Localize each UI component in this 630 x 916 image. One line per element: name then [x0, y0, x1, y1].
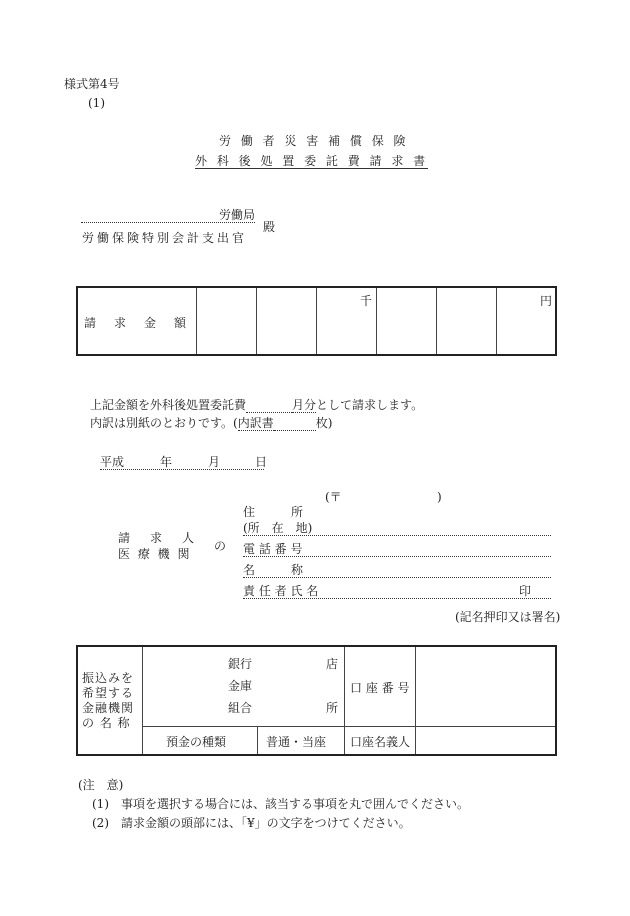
address-label: 住 所 [243, 505, 304, 519]
month-field[interactable] [246, 398, 292, 413]
postal-close: ) [437, 490, 442, 504]
responsible-person-field[interactable]: 責 任 者 氏 名 印 [243, 584, 551, 599]
medical-institution-label: 医 療 機 関 [118, 547, 192, 561]
branch-option[interactable]: 店 [326, 657, 339, 671]
statement-line1: 上記金額を外科後処置委託費 月分として請求します。 [90, 398, 424, 412]
credit-option[interactable]: 金庫 [228, 679, 253, 693]
office-option[interactable]: 所 [326, 701, 339, 715]
name-field[interactable]: 名 称 [243, 563, 551, 578]
deposit-type-label: 預金の種類 [166, 735, 227, 749]
union-option[interactable]: 組合 [228, 701, 253, 715]
deposit-type-options[interactable]: 普通・当座 [266, 735, 327, 749]
postal-label: (〒 [325, 490, 342, 504]
particle: の [214, 539, 227, 553]
bank-label: 振込みを 希望する 金融機関 の 名 称 [82, 671, 135, 730]
statement-line2: 内訳は別紙のとおりです。(内訳書 枚) [90, 416, 333, 430]
unit-yen: 円 [540, 294, 553, 308]
sheet-count-field[interactable] [274, 416, 316, 431]
amount-label: 請 求 金 額 [84, 316, 190, 330]
bureau-label: 労働局 [218, 208, 255, 222]
bank-option[interactable]: 銀行 [228, 657, 253, 671]
notes-heading: (注 意) [78, 778, 124, 792]
honorific: 殿 [263, 220, 276, 234]
bureau-field[interactable] [81, 208, 255, 223]
seal-mark: 印 [519, 584, 532, 598]
account-number-label: 口 座 番 号 [350, 681, 410, 695]
amount-table [76, 286, 557, 356]
claimant-label: 請 求 人 [118, 531, 199, 545]
form-number: 様式第4号 [64, 77, 120, 91]
address-field[interactable]: (所 在 地) [243, 521, 551, 536]
phone-field[interactable]: 電 話 番 号 [243, 542, 551, 557]
note-item: (2) 請求金額の頭部には、「¥」の文字をつけてください。 [92, 816, 411, 830]
title-line1: 労 働 者 災 害 補 償 保 険 [219, 134, 409, 148]
date-field[interactable]: 平成 年 月 日 [100, 455, 268, 469]
official-title: 労働保険特別会計支出官 [82, 231, 248, 245]
account-holder-label: 口座名義人 [350, 735, 411, 749]
bank-table [76, 645, 557, 756]
sub-number: (1) [88, 96, 105, 110]
title-line2: 外 科 後 処 置 委 託 費 請 求 書 [195, 154, 429, 168]
note-item: (1) 事項を選択する場合には、該当する事項を丸で囲んでください。 [92, 797, 470, 811]
unit-thousand: 千 [360, 294, 373, 308]
signature-note: (記名押印又は署名) [455, 610, 561, 624]
